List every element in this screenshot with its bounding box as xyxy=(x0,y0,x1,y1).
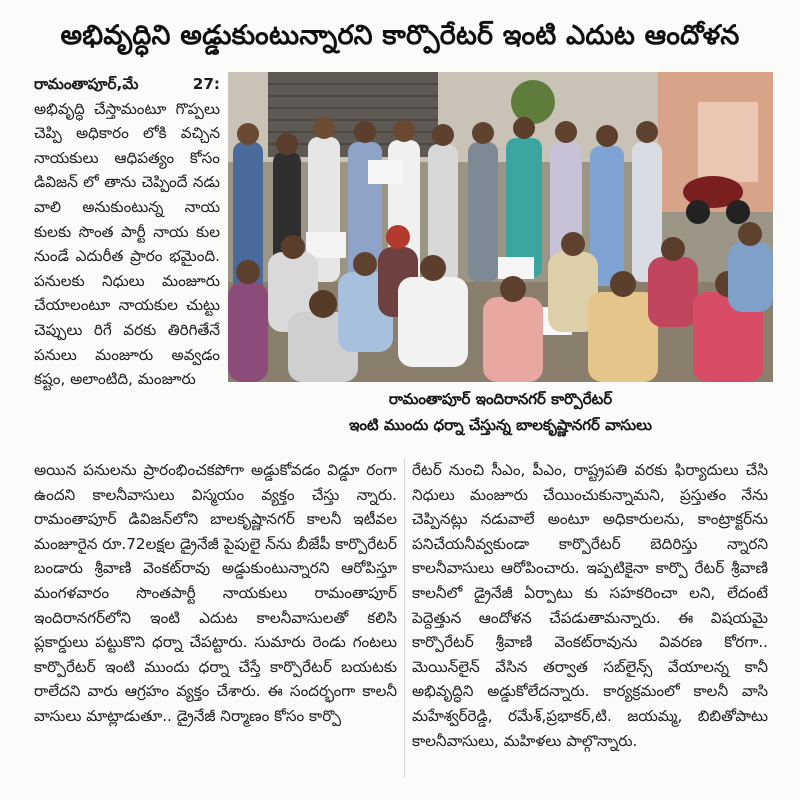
caption-line-1: రామంతాపూర్ ఇందిరానగర్ కార్పొరేటర్ xyxy=(388,390,613,408)
news-photo xyxy=(228,72,773,382)
body-column-left: అయిన పనులను ప్రారంభించకపోగా అడ్డుకోవడం విడ్డూ రంగా ఉందని కాలనీవాసులు విస్మయం వ్యక్తం చేస్తు న్నారు. రామంతాపూర్ డివిజన్‌లోని బాలకృష్ణానగర్ కాలనీ ఇటీవల మంజూరైన రూ.72లక్షల డ్రైనేజీ పైపులై న్‌ను బీజేపీ కార్పొరేటర్ బండారు శ్రీవాణి వెంకట్‌రావు అడ్డుకుంటున్నారని ఆరోపిస్తూ మంగళవారం సొంతపార్టీ నాయకులు రామంతాపూర్ ఇందిరానగర్‌లోని ఇంటి ఎదుట కాలనీవాసులతో కలిసి ప్లకార్డులు పట్టుకొని ధర్నా చేపట్టారు. సుమారు రెండు గంటలు కార్పొరేటర్ ఇంటి ముందు ధర్నా చేస్తే కార్పొరేటర్ బయటకు రాలేదని వారు ఆగ్రహం వ్యక్తం చేశారు. ఈ సందర్భంగా కాలనీ వాసులు మాట్లాడుతూ.. డ్రైనేజీ నిర్మాణం కోసం కార్పొ xyxy=(34,461,397,725)
lead-column xyxy=(34,72,220,452)
photo-caption xyxy=(228,386,773,446)
column-divider xyxy=(404,458,405,778)
lead-text: అభివృద్ధి చేస్తామంటూ గొప్పలు చెప్పి అధికారం లోకి వచ్చిన నాయకులు ఆధిపత్యం కోసం డివిజన్ లో తాను చెప్పిందే నడు వాలి అనుకుంటున్న నాయ కులకు సొంత పార్టీ నాయ కుల నుండే ఎదురీత ప్రారం భమైంది. పనులకు నిధులు మంజూరు చేయాలంటూ నాయకుల చుట్టు చెప్పులు రిగే వరకు తిరిగితేనే పనులు మంజూరు అవ్వడం కష్టం, అలాంటిది, మంజూరు xyxy=(34,99,220,389)
protest-photo-illustration xyxy=(228,72,773,382)
headline: అభివృద్ధిని అడ్డుకుంటున్నారని కార్పొరేటర్ ఇంటి ఎదుట ఆందోళన xyxy=(60,20,740,51)
dateline: రామంతాపూర్,మే 27: xyxy=(34,75,220,93)
body-column-right: రేటర్ నుంచి సీఎం, పీఎం, రాష్ట్రపతి వరకు ఫిర్యాదులు చేసి నిధులు మంజూరు చేయించుకున్నామని, ప్రస్తుతం నేను చెప్పినట్లు నడువాలే అంటూ అధికారులను, కాంట్రాక్టర్‌ను పనిచేయనీవ్వకుండా కార్పొరేటర్ బెదిరిస్తు న్నారని కాలనీవాసులు ఆరోపించారు. ఇప్పటికైనా కార్పొ రేటర్ శ్రీవాణి కాలనీలో డ్రైనేజీ ఏర్పాటు కు సహకరించా లని, లేదంటే పెద్దెత్తున ఆందోళన చేపడుతామన్నారు. ఈ విషయమై కార్పొరేటర్ శ్రీవాణి వెంకట్‌రావును వివరణ కోరగా.. మెయిన్‌లైన్ వేసిన తర్వాత సబ్‌లైన్స్ వేయాలన్న కానీ అభివృద్ధిని అడ్డుకోలేదన్నారు. కార్యక్రమంలో కాలనీ వాసి మహేశ్వర్‌రెడ్డి, రమేశ్,ప్రభాకర్,టి. జయమ్మ, బిబితోపాటు కాలనీవాసులు, మహిళలు పాల్గొన్నారు. xyxy=(412,461,768,750)
caption-line-2: ఇంటి ముందు ధర్నా చేస్తున్న బాలకృష్ణానగర్ వాసులు xyxy=(349,416,652,434)
